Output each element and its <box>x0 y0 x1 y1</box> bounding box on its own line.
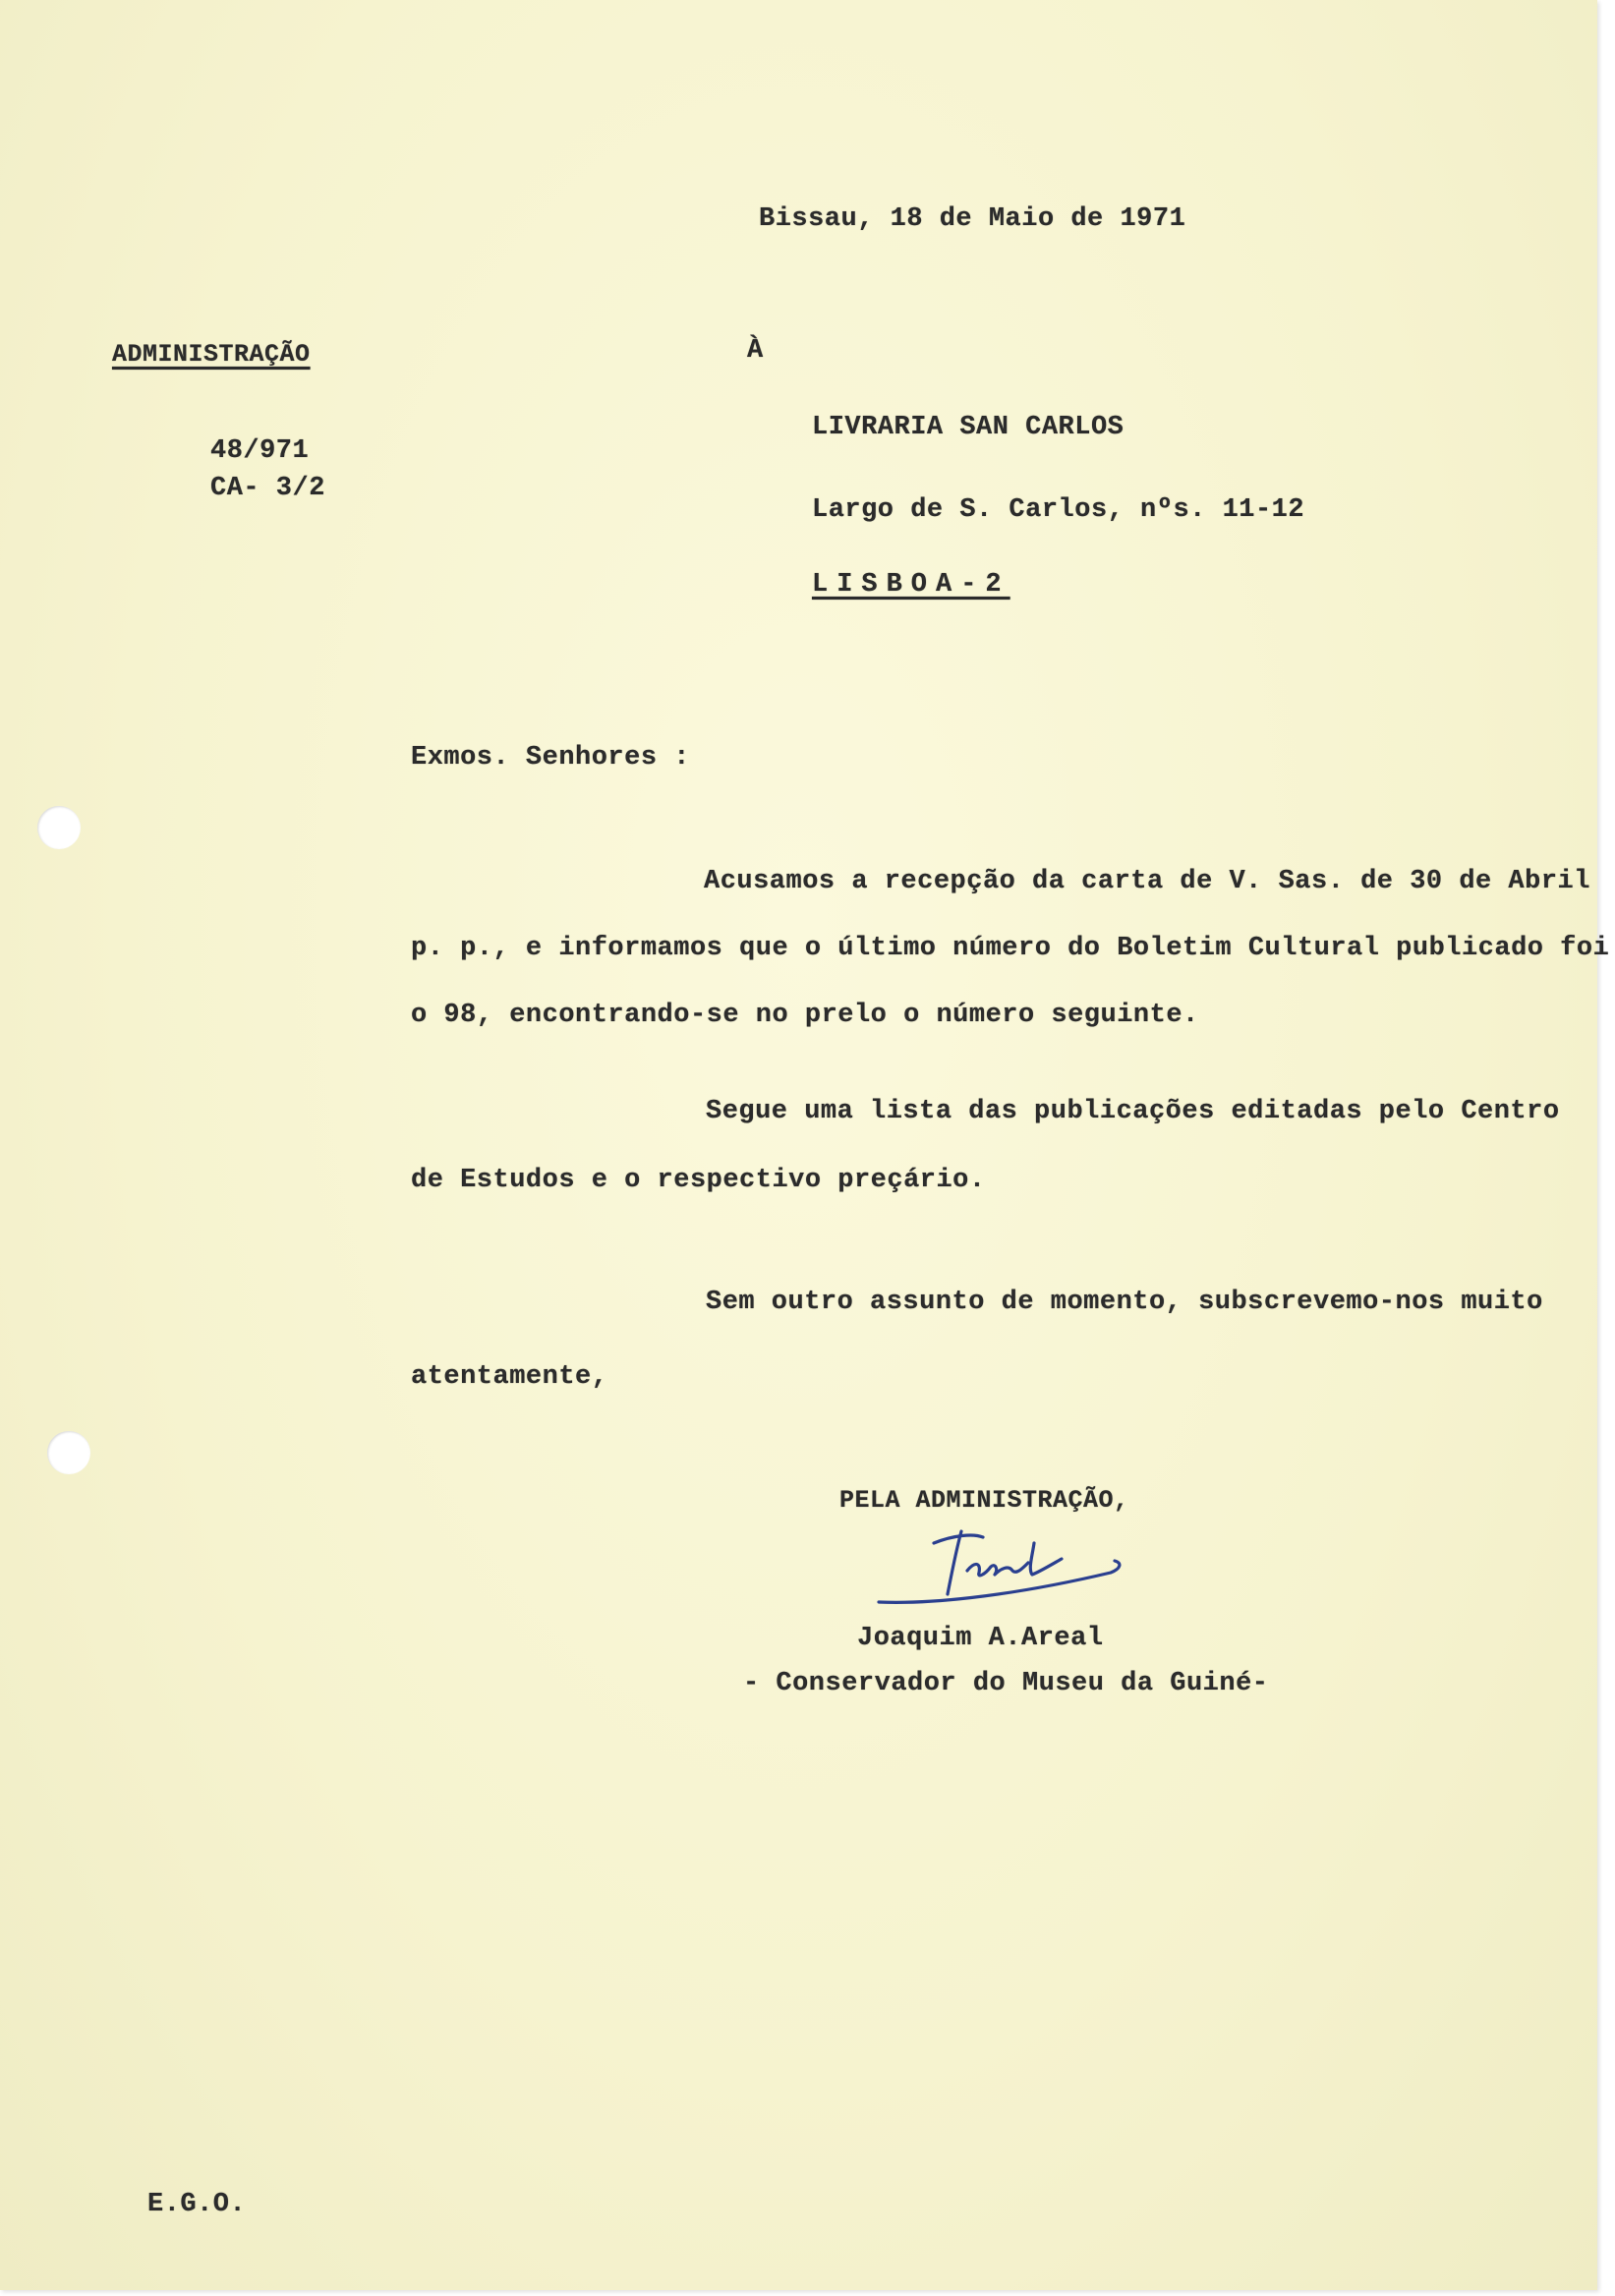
paragraph-1-line-2: p. p., e informamos que o último número do Boletim Cultural publicado foi <box>411 934 1610 963</box>
reference-number: 48/971 <box>210 436 310 466</box>
paragraph-2-line-1: Segue uma lista das publicações editadas pelo Centro <box>706 1097 1560 1126</box>
reference-code: CA- 3/2 <box>210 474 325 503</box>
punch-hole-top <box>37 806 81 849</box>
signatory-name: Joaquim A.Areal <box>857 1624 1104 1653</box>
recipient-name: LIVRARIA SAN CARLOS <box>812 413 1125 442</box>
recipient-address: Largo de S. Carlos, nºs. 11-12 <box>812 495 1305 525</box>
paragraph-1-line-3: o 98, encontrando-se no prelo o número seguinte. <box>411 1001 1199 1030</box>
paragraph-1-line-1: Acusamos a recepção da carta de V. Sas. de 30 de Abril <box>704 867 1590 896</box>
addressee-prefix: À <box>747 336 764 366</box>
paragraph-3-line-1: Sem outro assunto de momento, subscrevemo-nos muito <box>706 1288 1543 1317</box>
punch-hole-bottom <box>47 1431 90 1474</box>
paragraph-3-line-2: atentamente, <box>411 1362 608 1392</box>
salutation: Exmos. Senhores : <box>411 743 690 773</box>
paragraph-2-line-2: de Estudos e o respectivo preçário. <box>411 1166 986 1195</box>
recipient-city: LISBOA-2 <box>812 570 1010 600</box>
place-date: Bissau, 18 de Maio de 1971 <box>759 204 1186 234</box>
signatory-title: - Conservador do Museu da Guiné- <box>743 1669 1269 1698</box>
footer-initials: E.G.O. <box>147 2190 247 2219</box>
handwritten-signature <box>865 1514 1130 1622</box>
department-heading: ADMINISTRAÇÃO <box>112 340 311 369</box>
closing: PELA ADMINISTRAÇÃO, <box>839 1486 1129 1515</box>
